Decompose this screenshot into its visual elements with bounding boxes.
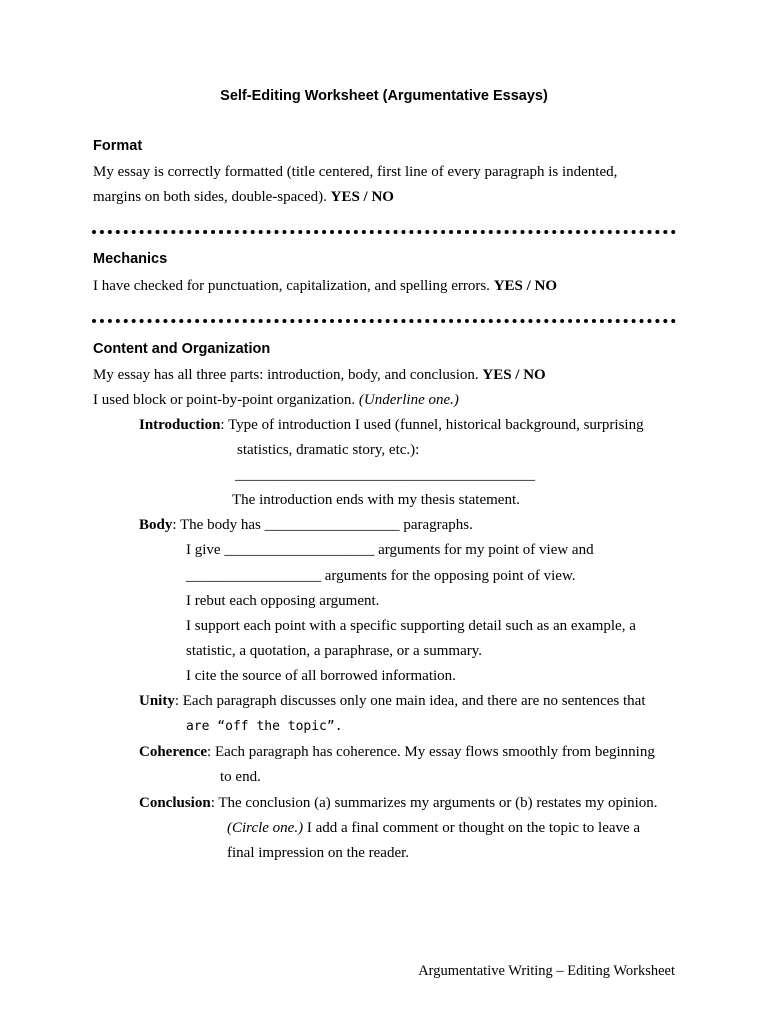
conclusion-line-1 bbox=[139, 794, 658, 812]
body-line-3: __________________ arguments for the opposing point of view. bbox=[186, 568, 576, 584]
content-parts-line bbox=[93, 366, 546, 384]
unity-text: : Each paragraph discusses only one main idea, and there are no sentences that bbox=[174, 693, 646, 709]
introduction-line-2: statistics, dramatic story, etc.): bbox=[237, 442, 420, 458]
section-divider bbox=[92, 230, 676, 234]
conclusion-label: Conclusion bbox=[139, 795, 211, 811]
underline-note: (Underline one.) bbox=[358, 392, 459, 408]
mechanics-heading: Mechanics bbox=[93, 251, 168, 267]
body-line-1 bbox=[139, 516, 473, 534]
mechanics-text: I have checked for punctuation, capitalization, and spelling errors. bbox=[93, 278, 490, 294]
body-text: : The body has __________________ paragraphs. bbox=[172, 517, 473, 533]
section-divider bbox=[92, 319, 676, 323]
body-line-5: I support each point with a specific supporting detail such as an example, a bbox=[186, 618, 636, 634]
content-yes-no: YES / NO bbox=[482, 367, 546, 383]
unity-line-2: are “off the topic”. bbox=[186, 719, 343, 734]
coherence-label: Coherence bbox=[139, 744, 208, 760]
body-label: Body bbox=[139, 517, 173, 533]
page-footer: Argumentative Writing – Editing Worksheet bbox=[418, 963, 675, 979]
unity-label: Unity bbox=[139, 693, 175, 709]
coherence-text: : Each paragraph has coherence. My essay flows smoothly from beginning bbox=[207, 744, 655, 760]
introduction-label: Introduction bbox=[139, 417, 221, 433]
format-text-line-2 bbox=[93, 188, 394, 206]
content-heading: Content and Organization bbox=[93, 341, 271, 357]
content-parts-text: My essay has all three parts: introduction, body, and conclusion. bbox=[93, 367, 479, 383]
format-text: margins on both sides, double-spaced). bbox=[93, 189, 327, 205]
mechanics-yes-no: YES / NO bbox=[493, 278, 558, 294]
organization-line bbox=[93, 391, 459, 409]
format-heading: Format bbox=[93, 138, 143, 154]
coherence-line-1 bbox=[139, 743, 655, 761]
conclusion-text-2: I add a final comment or thought on the topic to leave a bbox=[303, 820, 641, 836]
circle-note: (Circle one.) bbox=[227, 820, 304, 836]
organization-text: I used block or point-by-point organization. bbox=[93, 392, 356, 408]
body-line-2: I give ____________________ arguments for my point of view and bbox=[186, 542, 594, 558]
body-line-7: I cite the source of all borrowed information. bbox=[186, 668, 456, 684]
format-yes-no: YES / NO bbox=[330, 189, 394, 205]
conclusion-line-3: final impression on the reader. bbox=[227, 845, 410, 861]
introduction-line-3: The introduction ends with my thesis statement. bbox=[232, 492, 520, 508]
format-text-line-1: My essay is correctly formatted (title centered, first line of every paragraph is indented, bbox=[93, 164, 618, 180]
conclusion-text: : The conclusion (a) summarizes my arguments or (b) restates my opinion. bbox=[210, 795, 658, 811]
page-title: Self-Editing Worksheet (Argumentative Essays) bbox=[220, 88, 548, 104]
introduction-text: : Type of introduction I used (funnel, historical background, surprising bbox=[220, 417, 644, 433]
mechanics-text-line bbox=[93, 277, 557, 295]
conclusion-line-2 bbox=[227, 819, 640, 837]
introduction-line-1 bbox=[139, 416, 644, 434]
introduction-blank: ________________________________________ bbox=[235, 467, 535, 483]
coherence-line-2: to end. bbox=[220, 769, 261, 785]
body-line-6: statistic, a quotation, a paraphrase, or a summary. bbox=[186, 643, 483, 659]
unity-line-1 bbox=[139, 692, 646, 710]
body-line-4: I rebut each opposing argument. bbox=[186, 593, 380, 609]
